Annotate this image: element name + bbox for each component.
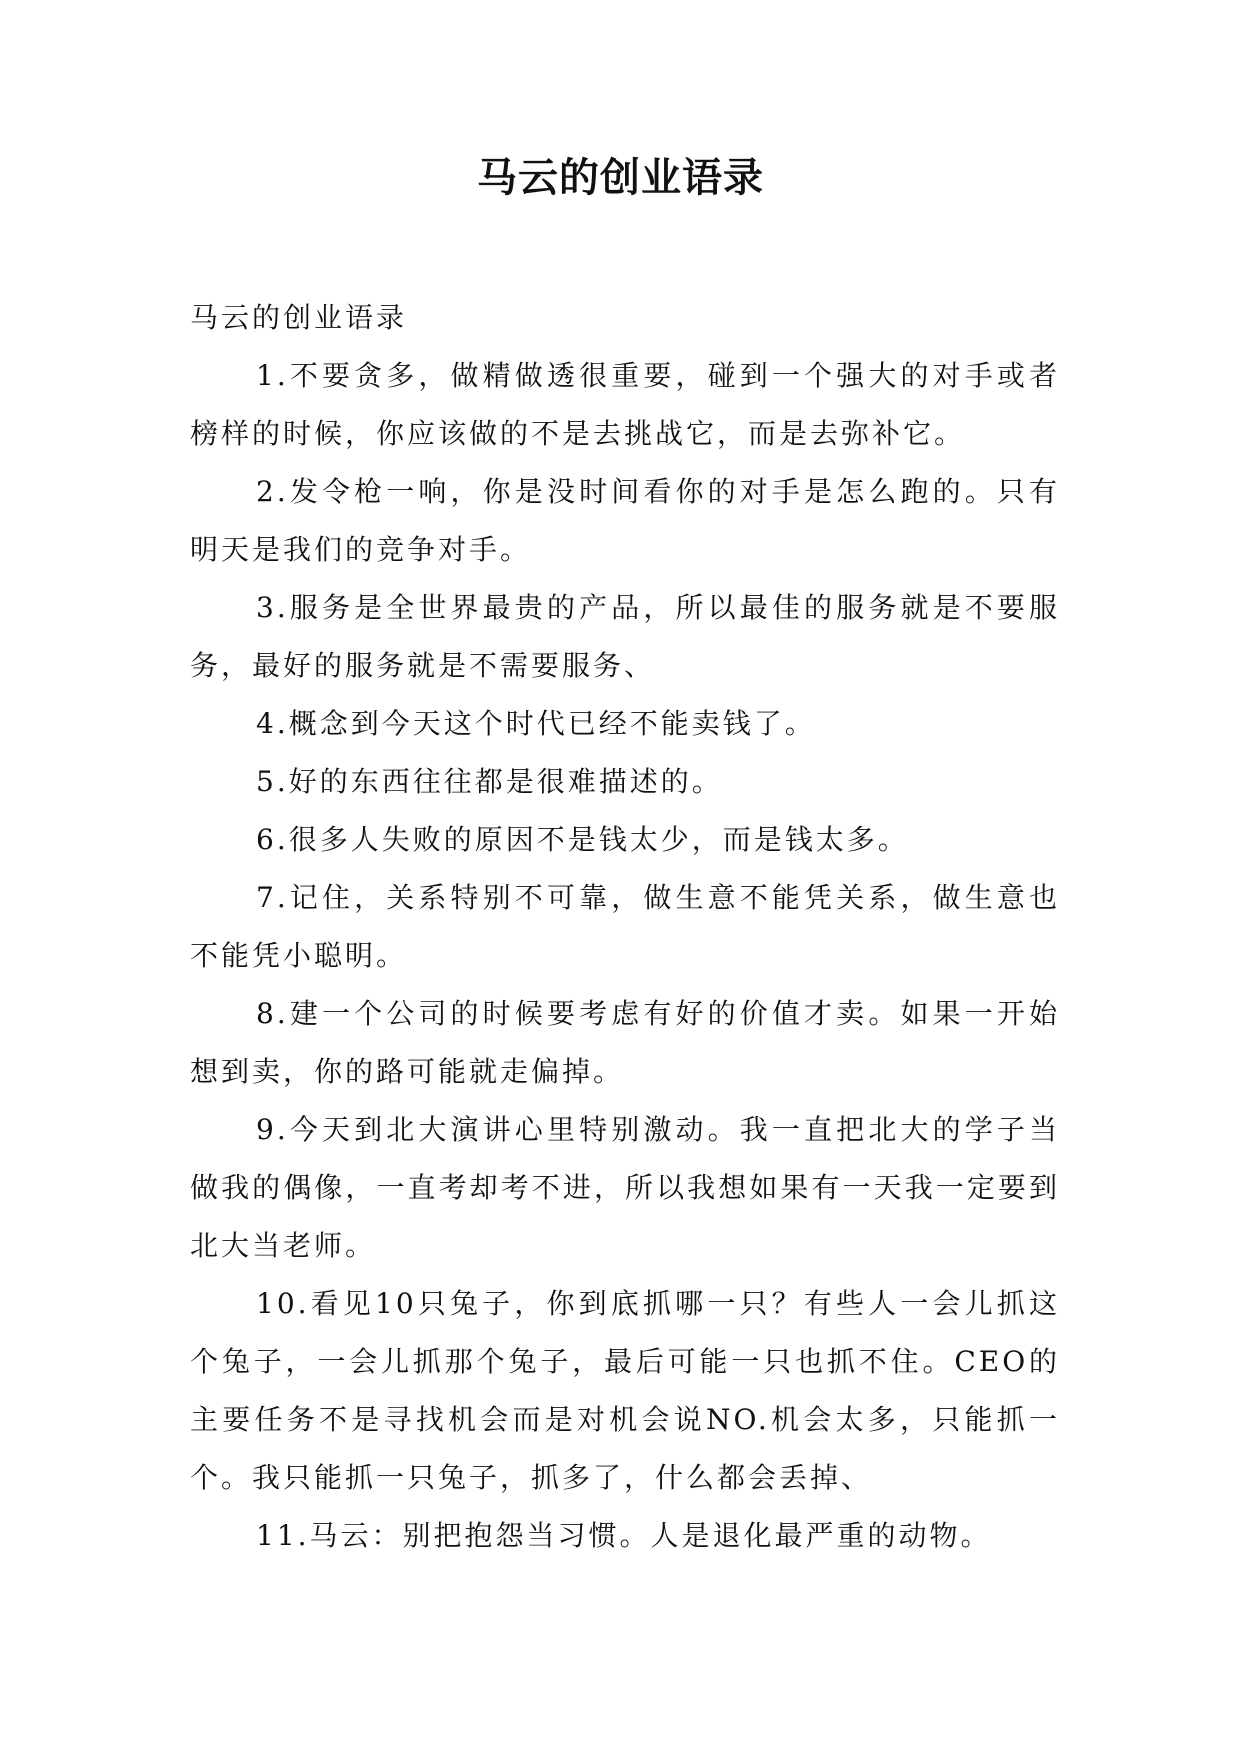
quote-paragraph: 2.发令枪一响，你是没时间看你的对手是怎么跑的。只有明天是我们的竞争对手。 — [190, 475, 1060, 566]
quote-paragraph: 10.看见10只兔子，你到底抓哪一只？有些人一会儿抓这个兔子，一会儿抓那个兔子，最后可能一只也抓不住。CEO的主要任务不是寻找机会而是对机会说NO.机会太多，只能抓一个。我只能抓一只兔子，抓多了，什么都会丢掉、 — [190, 1287, 1060, 1494]
quote-paragraph: 5.好的东西往往都是很难描述的。 — [256, 765, 723, 798]
quote-paragraph: 9.今天到北大演讲心里特别激动。我一直把北大的学子当做我的偶像，一直考却考不进，所以我想如果有一天我一定要到北大当老师。 — [190, 1113, 1060, 1262]
quote-paragraph: 6.很多人失败的原因不是钱太少，而是钱太多。 — [256, 823, 909, 856]
quote-paragraph: 3.服务是全世界最贵的产品，所以最佳的服务就是不要服务，最好的服务就是不需要服务、 — [190, 591, 1060, 682]
document-title: 马云的创业语录 — [477, 155, 764, 201]
quote-paragraph: 4.概念到今天这个时代已经不能卖钱了。 — [256, 707, 816, 740]
quote-paragraph: 1.不要贪多，做精做透很重要，碰到一个强大的对手或者榜样的时候，你应该做的不是去挑战它，而是去弥补它。 — [190, 359, 1060, 450]
document-body — [190, 289, 1060, 1565]
quote-paragraph: 11.马云：别把抱怨当习惯。人是退化最严重的动物。 — [256, 1519, 992, 1552]
quote-paragraph: 7.记住，关系特别不可靠，做生意不能凭关系，做生意也不能凭小聪明。 — [190, 881, 1060, 972]
document-subtitle: 马云的创业语录 — [190, 301, 408, 334]
quote-paragraph: 8.建一个公司的时候要考虑有好的价值才卖。如果一开始想到卖，你的路可能就走偏掉。 — [190, 997, 1060, 1088]
